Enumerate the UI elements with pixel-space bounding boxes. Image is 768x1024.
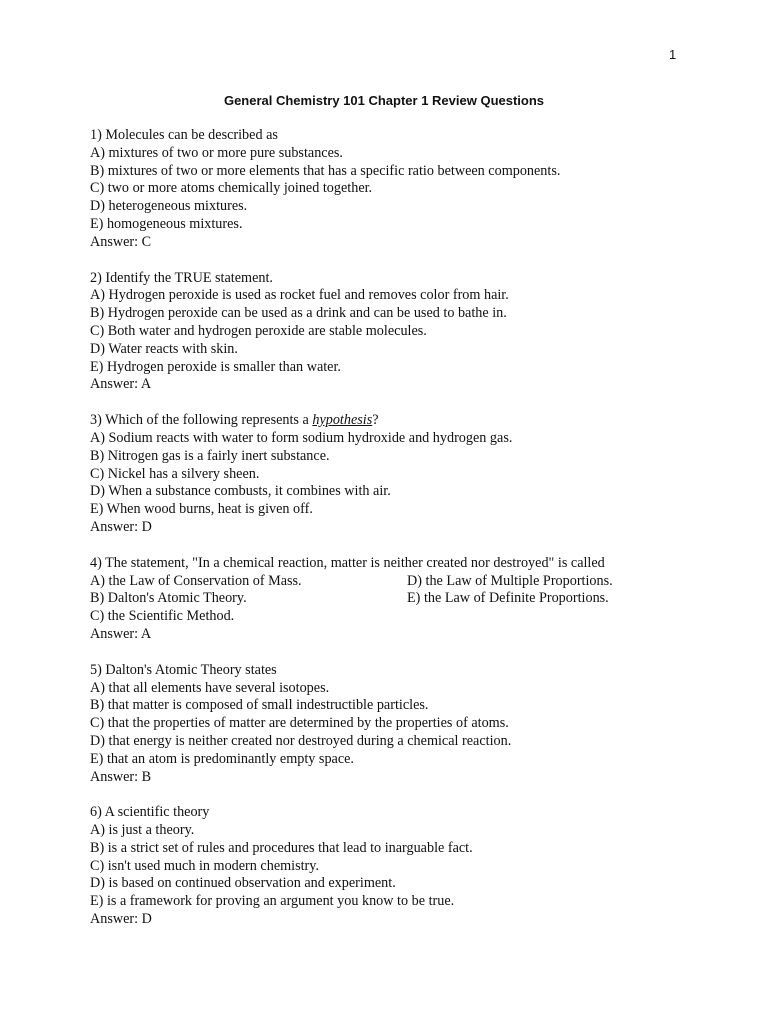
answer-option: B) mixtures of two or more elements that has a specific ratio between components.	[90, 162, 561, 179]
answer-option: E) the Law of Definite Proportions.	[407, 590, 609, 607]
answer-option: D) is based on continued observation and experiment.	[90, 875, 396, 892]
answer-option: B) Nitrogen gas is a fairly inert substance.	[90, 447, 330, 464]
answer-option: A) that all elements have several isotopes.	[90, 679, 330, 696]
option-row	[90, 590, 710, 608]
answer-key: Answer: A	[90, 625, 152, 642]
answer-key: Answer: C	[90, 233, 152, 250]
page-number: 1	[669, 47, 677, 62]
question-prompt: 5) Dalton's Atomic Theory states	[90, 661, 277, 678]
question-2	[90, 270, 710, 395]
question-4	[90, 555, 710, 644]
answer-key: Answer: A	[90, 376, 152, 393]
answer-option: B) that matter is composed of small indestructible particles.	[90, 697, 429, 714]
answer-option: C) that the properties of matter are determined by the properties of atoms.	[90, 715, 509, 732]
prompt-text: 3) Which of the following represents a	[90, 412, 313, 429]
prompt-punctuation: ?	[372, 412, 379, 429]
question-prompt: 1) Molecules can be described as	[90, 127, 278, 143]
answer-option: B) is a strict set of rules and procedures that lead to inarguable fact.	[90, 839, 473, 856]
document-title: General Chemistry 101 Chapter 1 Review Questions	[223, 93, 545, 108]
answer-option: E) homogeneous mixtures.	[90, 215, 243, 232]
answer-option: E) Hydrogen peroxide is smaller than water.	[90, 358, 341, 375]
question-prompt	[90, 412, 710, 430]
answer-option: E) is a framework for proving an argument you know to be true.	[90, 893, 455, 910]
answer-option: A) is just a theory.	[90, 822, 195, 839]
question-prompt: 2) Identify the TRUE statement.	[90, 269, 273, 286]
answer-option: E) When wood burns, heat is given off.	[90, 501, 313, 518]
answer-option: D) Water reacts with skin.	[90, 340, 238, 357]
answer-option: B) Dalton's Atomic Theory.	[90, 590, 247, 607]
question-prompt: 4) The statement, "In a chemical reaction, matter is neither created nor destroyed" is called	[90, 554, 605, 571]
answer-option: A) mixtures of two or more pure substances.	[90, 144, 343, 161]
answer-option: E) that an atom is predominantly empty space.	[90, 750, 354, 767]
question-prompt: 6) A scientific theory	[90, 804, 210, 821]
answer-option: C) isn't used much in modern chemistry.	[90, 857, 319, 874]
answer-option: D) that energy is neither created nor destroyed during a chemical reaction.	[90, 732, 512, 749]
answer-option: D) the Law of Multiple Proportions.	[407, 572, 613, 589]
option-row	[90, 573, 710, 591]
answer-key: Answer: D	[90, 911, 152, 928]
answer-key: Answer: B	[90, 768, 152, 785]
question-6	[90, 804, 710, 929]
answer-option: D) When a substance combusts, it combines with air.	[90, 483, 391, 500]
answer-option: C) the Scientific Method.	[90, 608, 235, 625]
answer-option: B) Hydrogen peroxide can be used as a drink and can be used to bathe in.	[90, 305, 507, 322]
emphasized-term: hypothesis	[312, 412, 373, 429]
question-5	[90, 662, 710, 787]
question-3	[90, 412, 710, 537]
answer-option: A) the Law of Conservation of Mass.	[90, 572, 302, 589]
question-1	[90, 127, 710, 252]
answer-option: A) Hydrogen peroxide is used as rocket fuel and removes color from hair.	[90, 287, 509, 304]
answer-key: Answer: D	[90, 518, 152, 535]
answer-option: C) Nickel has a silvery sheen.	[90, 465, 260, 482]
answer-option: A) Sodium reacts with water to form sodium hydroxide and hydrogen gas.	[90, 429, 513, 446]
question-list	[90, 127, 710, 947]
answer-option: D) heterogeneous mixtures.	[90, 198, 248, 215]
answer-option: C) Both water and hydrogen peroxide are stable molecules.	[90, 322, 427, 339]
answer-option: C) two or more atoms chemically joined together.	[90, 180, 373, 197]
